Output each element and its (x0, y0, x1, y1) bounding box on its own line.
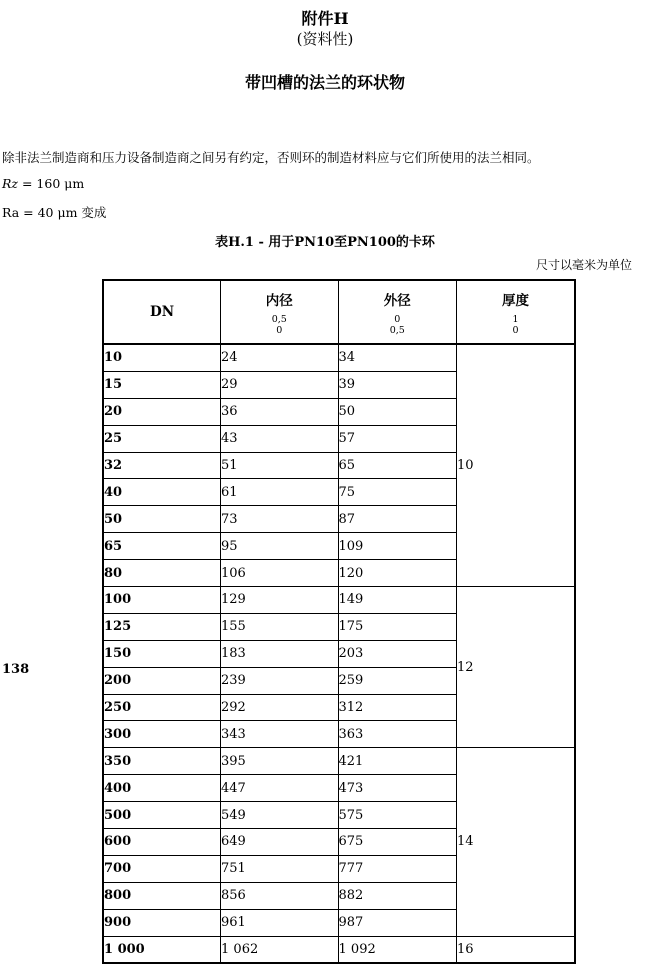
thickness-tol-upper: 1 (512, 313, 519, 325)
outer-diameter-cell: 34 (338, 344, 457, 371)
inner-tol-upper: 0,5 (271, 313, 287, 325)
outer-diameter-cell: 777 (338, 855, 457, 882)
header-dn: DN (103, 280, 221, 344)
dn-cell: 40 (103, 479, 221, 506)
outer-diameter-cell: 50 (338, 398, 457, 425)
dn-cell: 80 (103, 560, 221, 587)
outer-diameter-cell: 75 (338, 479, 457, 506)
thickness-cell: 14 (457, 748, 575, 936)
dn-cell: 25 (103, 425, 221, 452)
dn-cell: 125 (103, 613, 221, 640)
dn-cell: 900 (103, 909, 221, 936)
table-row (103, 748, 575, 775)
table-header-row (103, 280, 575, 344)
inner-diameter-cell: 292 (221, 694, 339, 721)
table-row (103, 344, 575, 371)
thickness-cell: 12 (457, 587, 575, 748)
inner-diameter-cell: 106 (221, 560, 339, 587)
dn-cell: 100 (103, 587, 221, 614)
inner-diameter-cell: 73 (221, 506, 339, 533)
thickness-tol-lower: 0 (512, 324, 519, 336)
outer-diameter-cell: 675 (338, 829, 457, 856)
dn-cell: 250 (103, 694, 221, 721)
inner-diameter-cell: 343 (221, 721, 339, 748)
dn-cell: 700 (103, 855, 221, 882)
outer-diameter-cell: 149 (338, 587, 457, 614)
inner-diameter-cell: 649 (221, 829, 339, 856)
outer-diameter-cell: 259 (338, 667, 457, 694)
outer-diameter-cell: 65 (338, 452, 457, 479)
rz-symbol: Rz (2, 176, 18, 191)
dn-cell: 200 (103, 667, 221, 694)
outer-diameter-cell: 882 (338, 882, 457, 909)
dn-cell: 400 (103, 775, 221, 802)
dn-cell: 800 (103, 882, 221, 909)
inner-diameter-cell: 29 (221, 371, 339, 398)
dn-cell: 20 (103, 398, 221, 425)
inner-diameter-cell: 43 (221, 425, 339, 452)
inner-diameter-cell: 36 (221, 398, 339, 425)
header-outer-diameter: 外径 0 0,5 (338, 280, 457, 344)
inner-diameter-cell: 751 (221, 855, 339, 882)
table-row (103, 587, 575, 614)
outer-diameter-cell: 987 (338, 909, 457, 936)
outer-diameter-cell: 109 (338, 533, 457, 560)
inner-diameter-cell: 1 062 (221, 936, 339, 963)
annex-title: 附件H (301, 9, 349, 28)
thickness-cell: 16 (457, 936, 575, 963)
outer-diameter-cell: 87 (338, 506, 457, 533)
table-title: 表H.1 - 用于PN10至PN100的卡环 (215, 235, 435, 250)
inner-diameter-cell: 95 (221, 533, 339, 560)
dn-cell: 32 (103, 452, 221, 479)
outer-diameter-cell: 175 (338, 613, 457, 640)
dn-cell: 350 (103, 748, 221, 775)
inner-diameter-cell: 447 (221, 775, 339, 802)
inner-diameter-cell: 51 (221, 452, 339, 479)
table-row (103, 936, 575, 963)
ring-dimensions-table (102, 279, 576, 964)
outer-diameter-cell: 1 092 (338, 936, 457, 963)
outer-diameter-cell: 312 (338, 694, 457, 721)
thickness-cell: 10 (457, 344, 575, 587)
annex-subtitle: (资料性) (296, 30, 354, 48)
dn-cell: 15 (103, 371, 221, 398)
outer-diameter-cell: 120 (338, 560, 457, 587)
dn-cell: 300 (103, 721, 221, 748)
dn-cell: 600 (103, 829, 221, 856)
inner-diameter-cell: 395 (221, 748, 339, 775)
dn-cell: 10 (103, 344, 221, 371)
inner-diameter-cell: 183 (221, 640, 339, 667)
outer-diameter-cell: 575 (338, 802, 457, 829)
dn-cell: 1 000 (103, 936, 221, 963)
inner-tol-lower: 0 (276, 324, 283, 336)
ra-line: Ra = 40 μm 变成 (2, 205, 107, 220)
dn-cell: 65 (103, 533, 221, 560)
table-body (103, 344, 575, 963)
inner-diameter-cell: 129 (221, 587, 339, 614)
header-thickness: 厚度 1 0 (457, 280, 575, 344)
rz-line (2, 176, 84, 191)
outer-tol-upper: 0 (394, 313, 401, 325)
dn-cell: 50 (103, 506, 221, 533)
inner-diameter-cell: 239 (221, 667, 339, 694)
page-number: 138 (2, 662, 30, 677)
outer-diameter-cell: 203 (338, 640, 457, 667)
header-inner-diameter: 内径 0,5 0 (221, 280, 339, 344)
outer-diameter-cell: 57 (338, 425, 457, 452)
inner-diameter-cell: 856 (221, 882, 339, 909)
material-paragraph: 除非法兰制造商和压力设备制造商之间另有约定，否则环的制造材料应与它们所使用的法兰相同。 (2, 150, 540, 165)
dn-cell: 500 (103, 802, 221, 829)
dn-cell: 150 (103, 640, 221, 667)
outer-diameter-cell: 421 (338, 748, 457, 775)
inner-diameter-cell: 61 (221, 479, 339, 506)
units-note: 尺寸以毫米为单位 (535, 258, 632, 272)
outer-tol-lower: 0,5 (389, 324, 405, 336)
inner-diameter-cell: 961 (221, 909, 339, 936)
inner-diameter-cell: 24 (221, 344, 339, 371)
outer-diameter-cell: 363 (338, 721, 457, 748)
inner-diameter-cell: 155 (221, 613, 339, 640)
outer-diameter-cell: 473 (338, 775, 457, 802)
inner-diameter-cell: 549 (221, 802, 339, 829)
outer-diameter-cell: 39 (338, 371, 457, 398)
section-heading: 带凹槽的法兰的环状物 (244, 73, 405, 92)
rz-value: = 160 μm (21, 176, 85, 191)
